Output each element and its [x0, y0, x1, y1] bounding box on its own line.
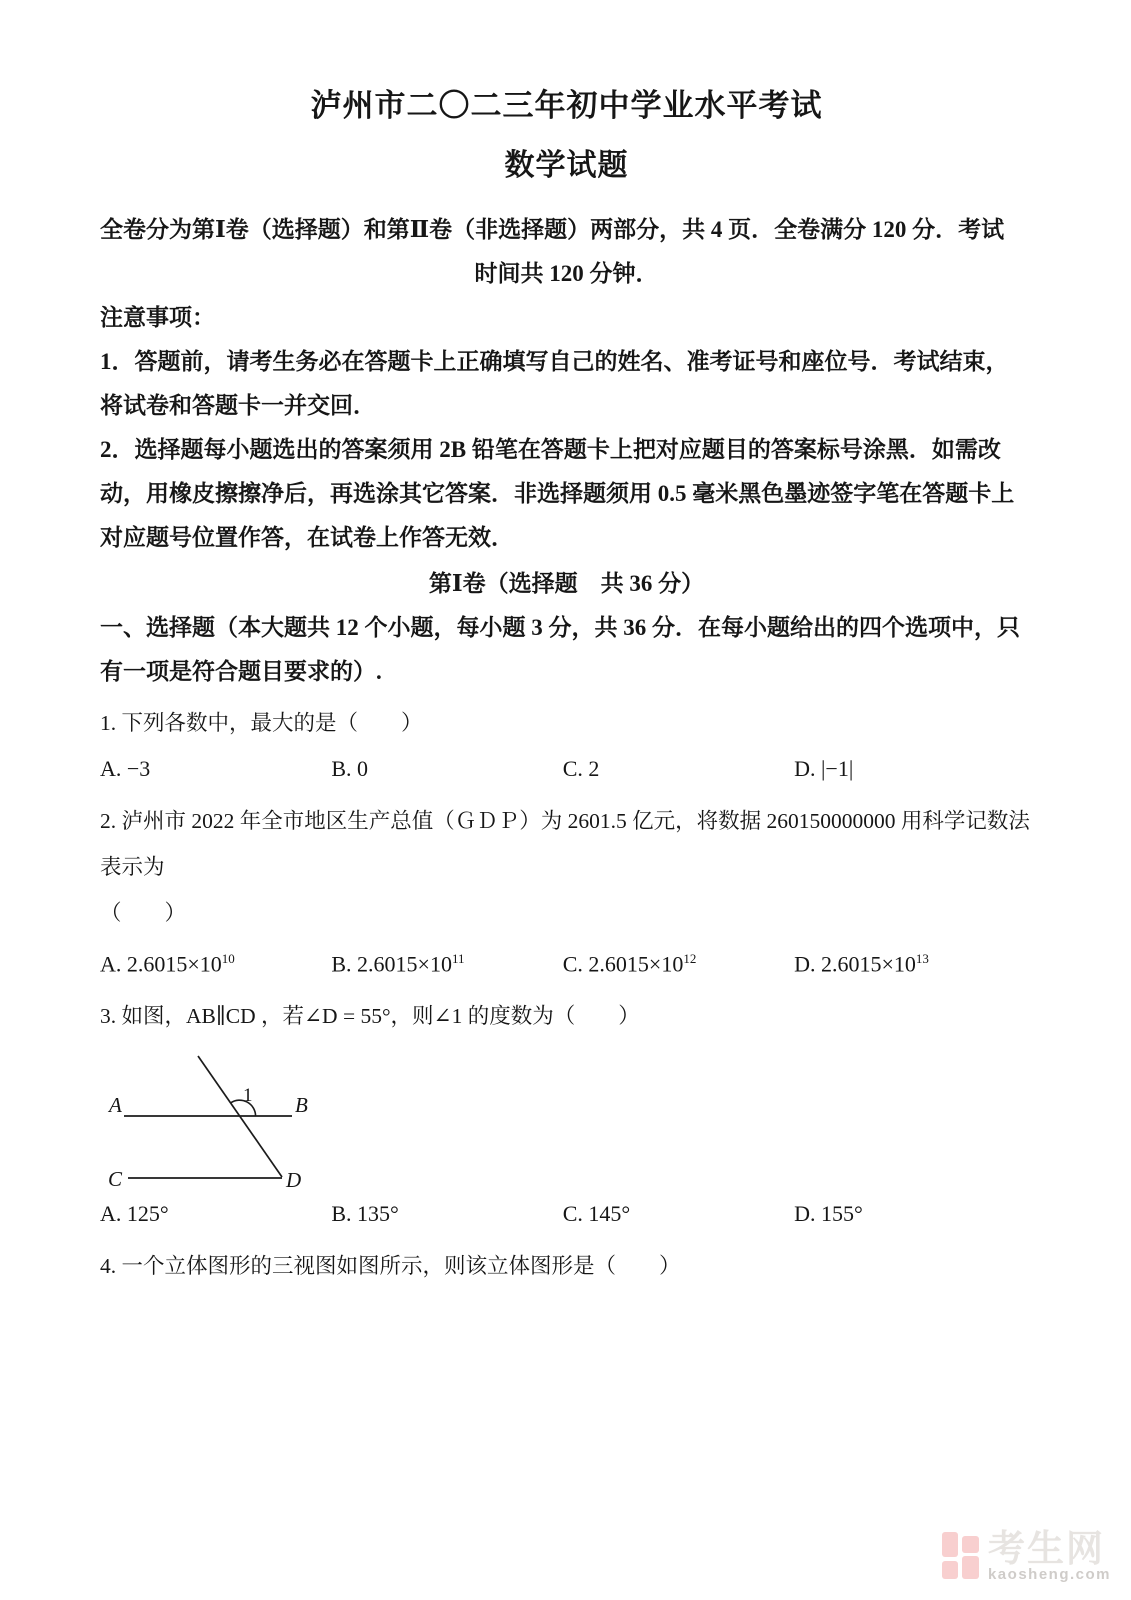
- question-3: [100, 993, 1033, 1237]
- option-exponent: 12: [683, 951, 697, 966]
- paper-subtitle: 数学试题: [504, 149, 629, 182]
- notice-item-1-line-1: 1．答题前，请考生务必在答题卡上正确填写自己的姓名、准考证号和座位号．考试结束，: [100, 349, 1009, 374]
- question-4-text: 4. 一个立体图形的三视图如图所示，则该立体图形是（ ）: [100, 1254, 681, 1279]
- section-1-intro-line-2: 有一项是符合题目要求的）.: [100, 659, 382, 684]
- option-exponent: 11: [451, 951, 465, 966]
- option-base: A. 2.6015×10: [100, 951, 222, 977]
- intro-line-1: 全卷分为第Ⅰ卷（选择题）和第Ⅱ卷（非选择题）两部分，共 4 页．全卷满分 120 分．考试: [100, 217, 1005, 242]
- question-3-option-a: A. 125°: [100, 1201, 169, 1227]
- question-2-text-line-2: （ ）: [100, 901, 187, 925]
- question-3-option-b: B. 135°: [331, 1201, 399, 1227]
- intro-line-2: 时间共 120 分钟．: [474, 261, 659, 286]
- question-2-option-c: [563, 936, 794, 987]
- section-1-header: 第Ⅰ卷（选择题 共 36 分）: [428, 571, 705, 596]
- watermark-site-domain: kaosheng.com: [987, 1566, 1111, 1583]
- question-1-option-d: D. |−1|: [794, 756, 854, 781]
- section-1-instructions: [100, 606, 1033, 694]
- question-1-options: [100, 746, 1033, 792]
- option-base: B. 2.6015×10: [331, 951, 452, 977]
- kaosheng-logo-icon: [942, 1532, 979, 1579]
- question-3-option-c: C. 145°: [562, 1201, 631, 1227]
- question-1-option-c: C. 2: [562, 756, 600, 781]
- option-base: D. 2.6015×10: [794, 951, 916, 977]
- question-3-option-d: D. 155°: [794, 1201, 863, 1227]
- question-2: [100, 798, 1033, 987]
- section-1-intro-line-1: 一、选择题（本大题共 12 个小题，每小题 3 分，共 36 分．在每小题给出的四个选项中，只: [100, 615, 1020, 640]
- logo-block: [962, 1556, 979, 1579]
- notice-item-2-line-3: 对应题号位置作答，在试卷上作答无效．: [100, 525, 514, 550]
- question-1-option-b: B. 0: [331, 756, 369, 781]
- figure-label-a: A: [109, 1093, 122, 1118]
- logo-block: [942, 1561, 958, 1579]
- exam-intro: [100, 208, 1033, 296]
- question-2-option-d: [794, 936, 1033, 987]
- notice-section: [100, 296, 1033, 560]
- question-3-options: [100, 1191, 1033, 1237]
- watermark-site-name: 考生网: [987, 1528, 1105, 1569]
- watermark-text: [987, 1528, 1111, 1583]
- question-3-figure: [106, 1041, 338, 1191]
- notice-item-1-line-2: 将试卷和答题卡一并交回．: [100, 393, 376, 418]
- question-1: [100, 700, 1033, 792]
- question-2-text-line-1: 2. 泸州市 2022 年全市地区生产总值（ＧＤＰ）为 2601.5 亿元，将数据 260150000000 用科学记数法表示为: [100, 809, 1030, 879]
- logo-block: [942, 1532, 958, 1557]
- question-4: [100, 1243, 1033, 1289]
- option-base: C. 2.6015×10: [562, 951, 684, 977]
- figure-label-d: D: [286, 1168, 302, 1192]
- figure-label-c: C: [108, 1167, 123, 1192]
- question-2-option-a: [100, 936, 331, 987]
- question-3-text: 3. 如图，AB∥CD ，若∠D = 55°，则∠1 的度数为（ ）: [100, 1004, 640, 1029]
- figure-label-b: B: [295, 1093, 308, 1118]
- figure-angle-1-label: 1: [243, 1085, 253, 1107]
- question-2-options: [100, 936, 1033, 987]
- parallel-lines-diagram: [106, 1041, 338, 1191]
- notice-item-2-line-1: 2．选择题每小题选出的答案须用 2B 铅笔在答题卡上把对应题目的答案标号涂黑．如需改: [100, 437, 1001, 462]
- notice-heading: 注意事项：: [100, 305, 215, 330]
- option-exponent: 13: [915, 951, 929, 966]
- exam-title: 泸州市二〇二三年初中学业水平考试: [310, 88, 823, 123]
- site-watermark: [942, 1528, 1111, 1583]
- option-exponent: 10: [221, 951, 235, 966]
- question-1-text: 1. 下列各数中，最大的是（ ）: [100, 711, 423, 735]
- question-2-option-b: [331, 936, 562, 987]
- notice-item-2-line-2: 动，用橡皮擦擦净后，再选涂其它答案．非选择题须用 0.5 毫米黑色墨迹签字笔在答题卡上: [100, 481, 1015, 506]
- logo-block: [962, 1536, 979, 1553]
- question-1-option-a: A. −3: [100, 756, 151, 781]
